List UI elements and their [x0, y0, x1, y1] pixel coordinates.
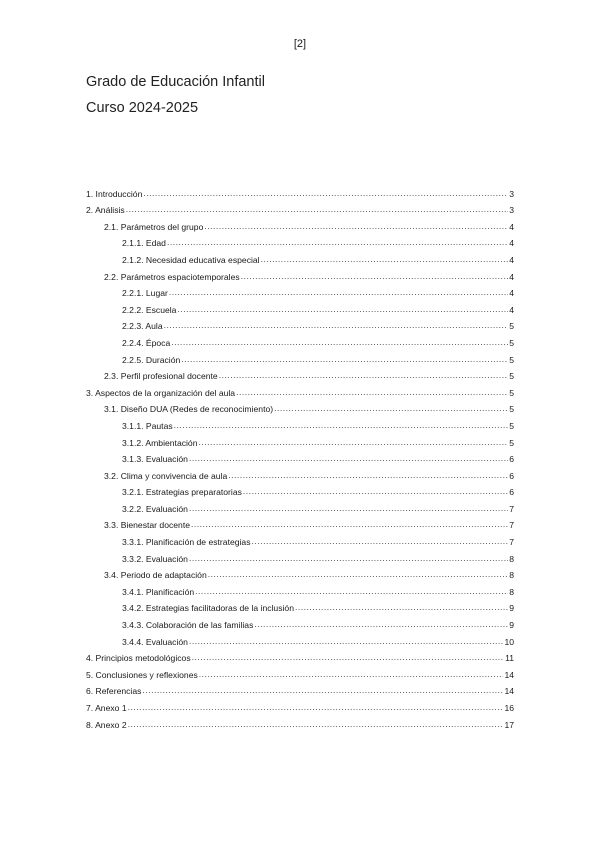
toc-entry[interactable] — [86, 183, 514, 200]
toc-leader-dots — [174, 419, 509, 431]
toc-leader-dots — [192, 651, 504, 663]
toc-entry-page: 14 — [504, 669, 514, 680]
toc-leader-dots — [274, 402, 508, 414]
toc-leader-dots — [126, 203, 509, 215]
toc-entry-label: 4. Principios metodológicos — [86, 653, 191, 664]
toc-entry-page: 4 — [509, 304, 514, 315]
toc-entry-label: 2.2.5. Duración — [122, 354, 181, 365]
degree-title: Grado de Educación Infantil — [86, 74, 265, 90]
toc-entry-page: 6 — [509, 470, 514, 481]
toc-entry[interactable] — [86, 200, 514, 217]
toc-leader-dots — [189, 635, 504, 647]
toc-leader-dots — [261, 253, 509, 265]
toc-entry-label: 3.3.2. Evaluación — [122, 553, 188, 564]
toc-entry-label: 3.4.4. Evaluación — [122, 636, 188, 647]
toc-entry-page: 5 — [509, 354, 514, 365]
toc-leader-dots — [252, 535, 509, 547]
toc-entry[interactable] — [86, 531, 514, 548]
toc-entry-page: 8 — [509, 586, 514, 597]
toc-entry-label: 3.2. Clima y convivencia de aula — [104, 470, 228, 481]
toc-entry[interactable] — [86, 482, 514, 499]
toc-entry-page: 3 — [509, 188, 514, 199]
toc-leader-dots — [167, 236, 508, 248]
toc-entry[interactable] — [86, 332, 514, 349]
toc-entry[interactable] — [86, 465, 514, 482]
toc-entry[interactable] — [86, 664, 514, 681]
toc-entry-label: 2.1.1. Edad — [122, 238, 166, 249]
toc-leader-dots — [181, 353, 508, 365]
toc-entry-label: 2.2.2. Escuela — [122, 304, 177, 315]
toc-entry[interactable] — [86, 598, 514, 615]
toc-leader-dots — [177, 303, 508, 315]
toc-entry-label: 2.2.4. Época — [122, 337, 171, 348]
toc-entry[interactable] — [86, 415, 514, 432]
toc-leader-dots — [164, 319, 509, 331]
toc-entry-label: 3.4.3. Colaboración de las familias — [122, 620, 254, 631]
table-of-contents — [86, 183, 514, 731]
toc-leader-dots — [236, 386, 508, 398]
toc-entry-page: 3 — [509, 205, 514, 216]
toc-entry-label: 3.3. Bienestar docente — [104, 520, 190, 531]
toc-entry[interactable] — [86, 614, 514, 631]
toc-entry[interactable] — [86, 681, 514, 698]
toc-entry-label: 5. Conclusiones y reflexiones — [86, 669, 198, 680]
toc-leader-dots — [143, 187, 508, 199]
toc-leader-dots — [204, 220, 508, 232]
toc-entry-label: 2.2.3. Aula — [122, 321, 163, 332]
toc-entry[interactable] — [86, 249, 514, 266]
toc-entry-page: 16 — [504, 703, 514, 713]
toc-entry-label: 3.4.1. Planificación — [122, 586, 195, 597]
toc-entry-label: 3.1.1. Pautas — [122, 420, 173, 431]
toc-leader-dots — [171, 336, 508, 348]
toc-entry-label: 3.1.3. Evaluación — [122, 454, 188, 465]
toc-entry-label: 1. Introducción — [86, 188, 143, 199]
toc-leader-dots — [195, 585, 508, 597]
toc-entry[interactable] — [86, 283, 514, 300]
toc-entry-label: 3.4.2. Estrategias facilitadoras de la inclusión — [122, 603, 294, 614]
toc-entry-page: 5 — [509, 371, 514, 382]
toc-leader-dots — [241, 270, 509, 282]
toc-entry-page: 11 — [505, 653, 514, 664]
toc-entry[interactable] — [86, 515, 514, 532]
toc-entry-page: 14 — [504, 686, 514, 697]
toc-entry-page: 10 — [504, 636, 514, 647]
toc-entry-page: 5 — [509, 437, 514, 448]
toc-leader-dots — [189, 452, 508, 464]
toc-leader-dots — [189, 502, 508, 514]
toc-leader-dots — [199, 436, 509, 448]
toc-entry[interactable] — [86, 233, 514, 250]
toc-entry-page: 4 — [509, 254, 514, 265]
toc-leader-dots — [228, 469, 508, 481]
toc-entry-label: 3.3.1. Planificación de estrategias — [122, 537, 251, 548]
toc-entry-page: 4 — [509, 238, 514, 249]
toc-entry-label: 2.1.2. Necesidad educativa especial — [122, 254, 260, 265]
toc-entry-page: 4 — [509, 221, 514, 232]
toc-entry[interactable] — [86, 399, 514, 416]
toc-entry-page: 9 — [509, 620, 514, 631]
toc-entry-page: 8 — [509, 553, 514, 564]
toc-entry[interactable] — [86, 349, 514, 366]
toc-leader-dots — [254, 618, 508, 630]
toc-entry-page: 7 — [509, 520, 514, 531]
toc-leader-dots — [128, 701, 504, 713]
toc-entry-label: 3.2.1. Estrategias preparatorias — [122, 487, 242, 498]
toc-leader-dots — [243, 485, 508, 497]
toc-entry[interactable] — [86, 316, 514, 333]
toc-entry-page: 17 — [504, 719, 514, 730]
toc-entry-page: 5 — [509, 321, 514, 332]
toc-entry-label: 7. Anexo 1 — [86, 703, 127, 713]
toc-leader-dots — [219, 369, 509, 381]
toc-entry-page: 8 — [509, 570, 514, 581]
toc-entry-label: 2.1. Parámetros del grupo — [104, 221, 204, 232]
toc-leader-dots — [208, 568, 508, 580]
toc-entry[interactable] — [86, 366, 514, 383]
toc-entry-label: 8. Anexo 2 — [86, 719, 127, 730]
toc-entry-page: 6 — [509, 454, 514, 465]
toc-entry[interactable] — [86, 631, 514, 648]
toc-entry[interactable] — [86, 548, 514, 565]
toc-entry[interactable] — [86, 714, 514, 731]
toc-entry[interactable] — [86, 449, 514, 466]
toc-entry-label: 3.2.2. Evaluación — [122, 503, 188, 514]
page-number: [2] — [293, 38, 307, 50]
toc-entry-page: 5 — [509, 420, 514, 431]
toc-entry-page: 4 — [509, 288, 514, 299]
toc-entry[interactable] — [86, 266, 514, 283]
toc-entry[interactable] — [86, 565, 514, 582]
toc-leader-dots — [295, 601, 508, 613]
toc-leader-dots — [191, 518, 508, 530]
toc-entry[interactable] — [86, 498, 514, 515]
toc-leader-dots — [199, 668, 504, 680]
toc-entry-label: 2.2.1. Lugar — [122, 288, 168, 299]
toc-entry-page: 5 — [509, 404, 514, 415]
toc-leader-dots — [142, 684, 503, 696]
toc-entry-label: 2. Análisis — [86, 205, 125, 216]
toc-entry[interactable] — [86, 648, 514, 665]
toc-entry-label: 6. Referencias — [86, 686, 142, 697]
toc-entry[interactable] — [86, 697, 514, 714]
course-title: Curso 2024-2025 — [86, 100, 199, 116]
toc-entry-label: 2.3. Perfil profesional docente — [104, 371, 218, 382]
toc-entry[interactable] — [86, 581, 514, 598]
toc-entry[interactable] — [86, 382, 514, 399]
toc-entry[interactable] — [86, 432, 514, 449]
toc-entry-page: 5 — [509, 337, 514, 348]
toc-entry-page: 9 — [509, 603, 514, 614]
toc-leader-dots — [169, 286, 508, 298]
toc-entry-label: 3. Aspectos de la organización del aula — [86, 387, 236, 398]
toc-entry-label: 3.1.2. Ambientación — [122, 437, 198, 448]
toc-entry-label: 2.2. Parámetros espaciotemporales — [104, 271, 240, 282]
toc-entry-label: 3.4. Periodo de adaptación — [104, 570, 207, 581]
toc-entry-page: 7 — [509, 537, 514, 548]
toc-entry-page: 6 — [509, 487, 514, 498]
toc-entry-page: 7 — [509, 503, 514, 514]
toc-leader-dots — [128, 718, 504, 730]
toc-entry[interactable] — [86, 216, 514, 233]
toc-leader-dots — [189, 552, 508, 564]
toc-entry-page: 5 — [509, 387, 514, 398]
toc-entry-page: 4 — [509, 271, 514, 282]
toc-entry[interactable] — [86, 299, 514, 316]
toc-entry-label: 3.1. Diseño DUA (Redes de reconocimiento) — [104, 404, 274, 415]
